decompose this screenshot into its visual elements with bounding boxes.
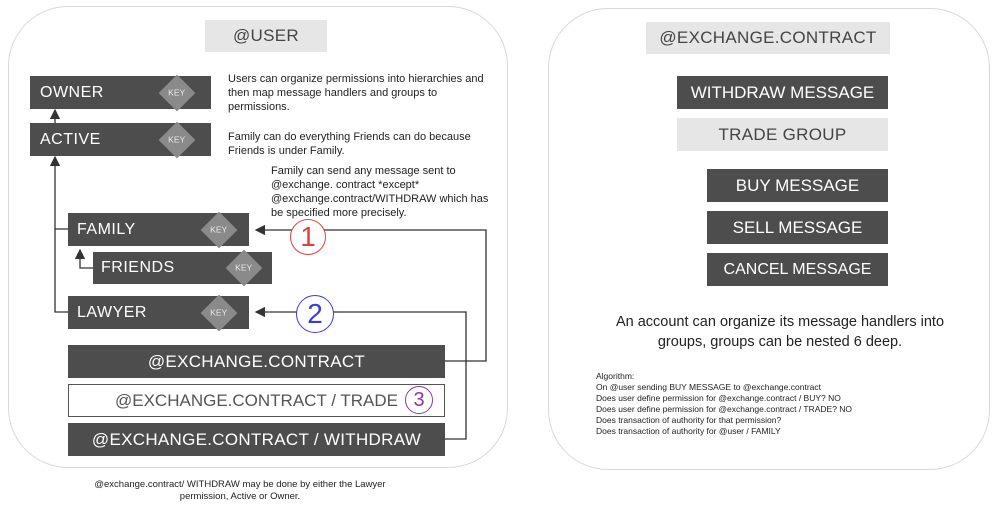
sell-message-label: SELL MESSAGE — [732, 217, 863, 237]
contract-label: @EXCHANGE.CONTRACT — [147, 351, 366, 371]
contract-withdraw-label: @EXCHANGE.CONTRACT / WITHDRAW — [91, 429, 422, 449]
withdraw-footnote: @exchange.contract/ WITHDRAW may be done by either the Lawyer permission, Active or Owner. — [94, 479, 386, 502]
sell-message[interactable] — [707, 211, 888, 244]
trade-group-label: TRADE GROUP — [718, 124, 847, 144]
badge-three: 3 — [405, 386, 433, 414]
contract-handler[interactable] — [68, 345, 445, 378]
lawyer-label: LAWYER — [77, 303, 147, 321]
family-label: FAMILY — [77, 220, 136, 238]
algorithm-step: Does user define permission for @exchange.contract / BUY? NO — [596, 393, 841, 403]
lawyer-key-icon: KEY — [201, 295, 238, 332]
active-label: ACTIVE — [40, 130, 101, 148]
friends-label: FRIENDS — [101, 259, 175, 276]
contract-withdraw-handler[interactable] — [68, 423, 445, 456]
owner-key-icon: KEY — [159, 75, 196, 112]
contract-trade-handler[interactable] — [68, 384, 445, 417]
user-title: @USER — [205, 20, 327, 52]
withdraw-message[interactable] — [677, 76, 888, 109]
trade-group[interactable] — [677, 118, 888, 151]
algorithm-step: Does transaction of authority for @user / FAMILY — [596, 426, 781, 436]
badge-two: 2 — [296, 295, 334, 333]
contract-title: @EXCHANGE.CONTRACT — [646, 22, 890, 54]
algorithm-step: Algorithm: — [596, 371, 635, 381]
active-key-icon: KEY — [159, 122, 196, 159]
hierarchy-note: Users can organize permissions into hierarchies and then map message handlers and groups to permissions. — [228, 73, 484, 113]
algorithm-step: Does user define permission for @exchange.contract / TRADE? NO — [596, 404, 853, 414]
algorithm-step: On @user sending BUY MESSAGE to @exchange.contract — [596, 382, 821, 392]
badge-one: 1 — [290, 219, 326, 255]
grouping-summary: An account can organize its message handlers into groups, groups can be nested 6 deep. — [615, 314, 945, 350]
owner-label: OWNER — [40, 83, 104, 101]
algorithm-step: Does transaction of authority for that permission? — [596, 415, 782, 425]
friends-key-icon: KEY — [226, 250, 263, 287]
buy-message[interactable] — [707, 169, 888, 202]
contract-trade-label: @EXCHANGE.CONTRACT / TRADE — [115, 390, 398, 410]
cancel-message[interactable] — [707, 253, 888, 286]
family-friends-note: Family can do everything Friends can do because Friends is under Family. — [228, 131, 471, 157]
algorithm-steps — [596, 371, 956, 437]
withdraw-message-label: WITHDRAW MESSAGE — [690, 82, 875, 102]
family-except-note: Family can send any message sent to @exchange. contract *except* @exchange.contract/WITHDRAW which has be specified more precisely. — [271, 165, 489, 219]
cancel-message-label: CANCEL MESSAGE — [723, 260, 872, 278]
family-key-icon: KEY — [201, 212, 238, 249]
buy-message-label: BUY MESSAGE — [735, 175, 860, 195]
